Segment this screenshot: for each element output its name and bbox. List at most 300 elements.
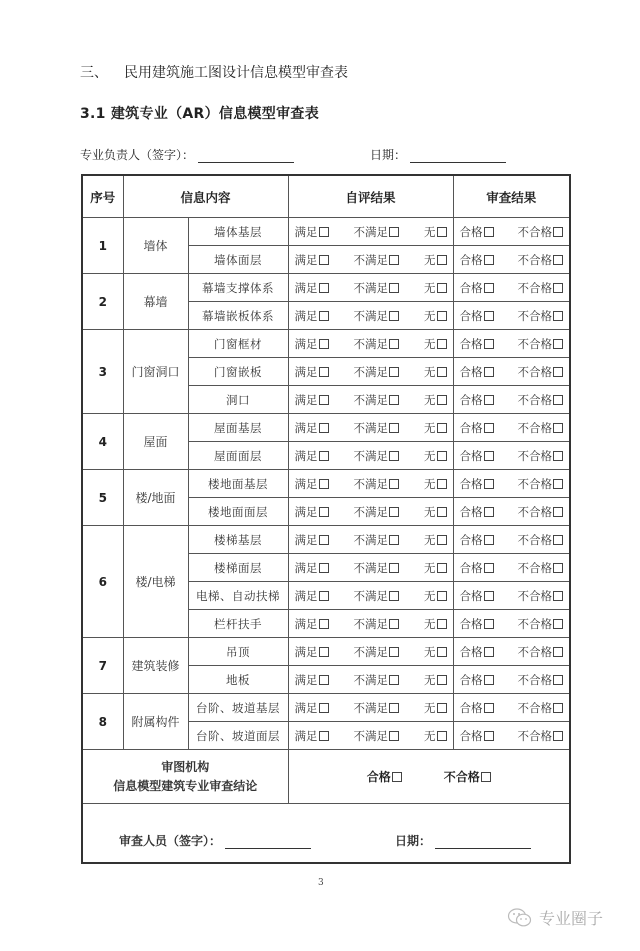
- top-date: [370, 146, 506, 163]
- review-option-checkbox[interactable]: 不合格: [518, 280, 564, 296]
- checkbox-icon: [553, 731, 563, 741]
- conclusion-fail-checkbox[interactable]: 不合格: [444, 768, 491, 785]
- checkbox-icon: [484, 591, 494, 601]
- self-eval-option-checkbox[interactable]: 满足: [295, 700, 329, 716]
- checkbox-icon: [437, 283, 447, 293]
- checkbox-icon: [484, 367, 494, 377]
- review-cell: [453, 666, 570, 694]
- review-cell: [453, 470, 570, 498]
- self-eval-option-checkbox[interactable]: 不满足: [354, 644, 400, 660]
- self-eval-option-checkbox[interactable]: 不满足: [354, 532, 400, 548]
- self-eval-option-checkbox[interactable]: 无: [424, 252, 447, 268]
- checkbox-icon: [553, 591, 563, 601]
- self-eval-option-checkbox[interactable]: 不满足: [354, 252, 400, 268]
- category-cell: 楼/电梯: [123, 526, 188, 638]
- self-eval-option-checkbox[interactable]: 无: [424, 476, 447, 492]
- review-option-checkbox[interactable]: 不合格: [518, 616, 564, 632]
- review-option-checkbox[interactable]: 合格: [460, 224, 494, 240]
- review-option-checkbox[interactable]: 不合格: [518, 448, 564, 464]
- checkbox-icon: [484, 283, 494, 293]
- self-eval-option-checkbox[interactable]: 不满足: [354, 364, 400, 380]
- self-eval-cell: [288, 722, 453, 750]
- review-cell: [453, 386, 570, 414]
- self-eval-option-checkbox[interactable]: 满足: [295, 364, 329, 380]
- bottom-date-field[interactable]: [435, 834, 531, 849]
- self-eval-option-checkbox[interactable]: 无: [424, 588, 447, 604]
- review-option-checkbox[interactable]: 不合格: [518, 700, 564, 716]
- conclusion-label-line2: 信息模型建筑专业审查结论: [113, 778, 258, 793]
- review-table: [81, 174, 571, 864]
- self-eval-option-checkbox[interactable]: 无: [424, 728, 447, 744]
- checkbox-icon: [319, 227, 329, 237]
- review-option-checkbox[interactable]: 合格: [460, 420, 494, 436]
- review-cell: [453, 554, 570, 582]
- review-cell: [453, 582, 570, 610]
- self-eval-option-checkbox[interactable]: 无: [424, 308, 447, 324]
- checkbox-icon: [437, 675, 447, 685]
- self-eval-option-checkbox[interactable]: 无: [424, 280, 447, 296]
- header-self-eval: 自评结果: [288, 175, 453, 218]
- self-eval-cell: [288, 526, 453, 554]
- seq-cell: 2: [82, 274, 123, 330]
- table-row: [82, 470, 570, 498]
- checkbox-icon: [553, 563, 563, 573]
- checkbox-icon: [553, 479, 563, 489]
- self-eval-option-checkbox[interactable]: 满足: [295, 616, 329, 632]
- review-option-checkbox[interactable]: 不合格: [518, 728, 564, 744]
- checkbox-icon: [553, 255, 563, 265]
- checkbox-icon: [553, 451, 563, 461]
- checkbox-icon: [389, 395, 399, 405]
- watermark-text: 专业圈子: [539, 909, 604, 928]
- checkbox-icon: [484, 339, 494, 349]
- review-cell: [453, 498, 570, 526]
- checkbox-icon: [319, 423, 329, 433]
- review-cell: [453, 442, 570, 470]
- self-eval-option-checkbox[interactable]: 满足: [295, 728, 329, 744]
- seq-cell: 7: [82, 638, 123, 694]
- table-row: [82, 526, 570, 554]
- checkbox-icon: [389, 451, 399, 461]
- review-option-checkbox[interactable]: 合格: [460, 728, 494, 744]
- category-cell: 楼/地面: [123, 470, 188, 526]
- checkbox-icon: [319, 479, 329, 489]
- seq-cell: 4: [82, 414, 123, 470]
- item-cell: 栏杆扶手: [188, 610, 288, 638]
- self-eval-cell: [288, 582, 453, 610]
- category-cell: 建筑装修: [123, 638, 188, 694]
- checkbox-icon: [389, 591, 399, 601]
- checkbox-icon: [484, 507, 494, 517]
- self-eval-option-checkbox[interactable]: 不满足: [354, 616, 400, 632]
- review-cell: [453, 302, 570, 330]
- checkbox-icon: [389, 479, 399, 489]
- self-eval-option-checkbox[interactable]: 不满足: [354, 420, 400, 436]
- review-option-checkbox[interactable]: 合格: [460, 616, 494, 632]
- self-eval-option-checkbox[interactable]: 满足: [295, 644, 329, 660]
- checkbox-icon: [484, 703, 494, 713]
- item-cell: 楼地面基层: [188, 470, 288, 498]
- review-option-checkbox[interactable]: 不合格: [518, 588, 564, 604]
- self-eval-option-checkbox[interactable]: 不满足: [354, 392, 400, 408]
- self-eval-option-checkbox[interactable]: 无: [424, 392, 447, 408]
- self-eval-option-checkbox[interactable]: 无: [424, 224, 447, 240]
- table-header-row: [82, 175, 570, 218]
- checkbox-icon: [484, 255, 494, 265]
- section-heading: [80, 62, 348, 82]
- item-cell: 楼梯面层: [188, 554, 288, 582]
- checkbox-icon: [437, 703, 447, 713]
- header-content: 信息内容: [123, 175, 288, 218]
- self-eval-cell: [288, 554, 453, 582]
- item-cell: 洞口: [188, 386, 288, 414]
- item-cell: 屋面基层: [188, 414, 288, 442]
- self-eval-option-checkbox[interactable]: 不满足: [354, 700, 400, 716]
- responsible-label: 专业负责人（签字）：: [80, 148, 195, 162]
- checkbox-icon: [484, 675, 494, 685]
- section-title: 民用建筑施工图设计信息模型审查表: [124, 65, 348, 81]
- checkbox-icon: [437, 507, 447, 517]
- top-date-label: 日期：: [370, 148, 407, 162]
- self-eval-cell: [288, 302, 453, 330]
- review-cell: [453, 694, 570, 722]
- checkbox-icon: [553, 647, 563, 657]
- self-eval-option-checkbox[interactable]: 不满足: [354, 280, 400, 296]
- conclusion-options: [288, 750, 570, 804]
- self-eval-option-checkbox[interactable]: 无: [424, 644, 447, 660]
- self-eval-option-checkbox[interactable]: 无: [424, 616, 447, 632]
- checkbox-icon: [389, 535, 399, 545]
- subsection-heading: 3.1 建筑专业（AR）信息模型审查表: [80, 106, 319, 122]
- header-review: 审查结果: [453, 175, 570, 218]
- checkbox-icon: [437, 479, 447, 489]
- table-row: [82, 414, 570, 442]
- category-cell: 墙体: [123, 218, 188, 274]
- table-row: [82, 274, 570, 302]
- self-eval-option-checkbox[interactable]: 不满足: [354, 476, 400, 492]
- review-option-checkbox[interactable]: 不合格: [518, 392, 564, 408]
- seq-cell: 1: [82, 218, 123, 274]
- self-eval-option-checkbox[interactable]: 不满足: [354, 504, 400, 520]
- item-cell: 幕墙支撑体系: [188, 274, 288, 302]
- checkbox-icon: [319, 619, 329, 629]
- review-cell: [453, 358, 570, 386]
- self-eval-cell: [288, 414, 453, 442]
- item-cell: 墙体面层: [188, 246, 288, 274]
- self-eval-option-checkbox[interactable]: 不满足: [354, 672, 400, 688]
- checkbox-icon: [389, 703, 399, 713]
- checkbox-icon: [484, 731, 494, 741]
- conclusion-label-line1: 审图机构: [161, 759, 210, 774]
- checkbox-icon: [484, 423, 494, 433]
- checkbox-icon: [553, 703, 563, 713]
- self-eval-cell: [288, 498, 453, 526]
- checkbox-icon: [389, 283, 399, 293]
- item-cell: 幕墙嵌板体系: [188, 302, 288, 330]
- self-eval-option-checkbox[interactable]: 满足: [295, 336, 329, 352]
- category-cell: 幕墙: [123, 274, 188, 330]
- self-eval-option-checkbox[interactable]: 不满足: [354, 560, 400, 576]
- self-eval-option-checkbox[interactable]: 满足: [295, 252, 329, 268]
- review-option-checkbox[interactable]: 合格: [460, 448, 494, 464]
- checkbox-icon: [553, 423, 563, 433]
- checkbox-icon: [437, 255, 447, 265]
- checkbox-icon: [389, 367, 399, 377]
- checkbox-icon: [484, 311, 494, 321]
- self-eval-option-checkbox[interactable]: 满足: [295, 588, 329, 604]
- checkbox-icon: [392, 772, 402, 782]
- conclusion-pass-checkbox[interactable]: 合格: [367, 768, 402, 785]
- checkbox-icon: [319, 675, 329, 685]
- checkbox-icon: [319, 535, 329, 545]
- self-eval-option-checkbox[interactable]: 满足: [295, 392, 329, 408]
- checkbox-icon: [389, 507, 399, 517]
- checkbox-icon: [553, 535, 563, 545]
- checkbox-icon: [319, 283, 329, 293]
- self-eval-option-checkbox[interactable]: 不满足: [354, 448, 400, 464]
- item-cell: 门窗框材: [188, 330, 288, 358]
- self-eval-cell: [288, 638, 453, 666]
- checkbox-icon: [319, 647, 329, 657]
- checkbox-icon: [319, 255, 329, 265]
- table-row: [82, 694, 570, 722]
- item-cell: 地板: [188, 666, 288, 694]
- item-cell: 楼地面面层: [188, 498, 288, 526]
- self-eval-option-checkbox[interactable]: 满足: [295, 280, 329, 296]
- checkbox-icon: [484, 395, 494, 405]
- self-eval-option-checkbox[interactable]: 满足: [295, 224, 329, 240]
- review-option-checkbox[interactable]: 不合格: [518, 504, 564, 520]
- seq-cell: 6: [82, 526, 123, 638]
- checkbox-icon: [389, 563, 399, 573]
- self-eval-option-checkbox[interactable]: 无: [424, 336, 447, 352]
- review-option-checkbox[interactable]: 合格: [460, 252, 494, 268]
- item-cell: 台阶、坡道面层: [188, 722, 288, 750]
- checkbox-icon: [319, 311, 329, 321]
- checkbox-icon: [389, 339, 399, 349]
- review-option-checkbox[interactable]: 不合格: [518, 308, 564, 324]
- self-eval-cell: [288, 358, 453, 386]
- review-option-checkbox[interactable]: 合格: [460, 588, 494, 604]
- self-eval-option-checkbox[interactable]: 满足: [295, 532, 329, 548]
- checkbox-icon: [389, 255, 399, 265]
- checkbox-icon: [437, 395, 447, 405]
- self-eval-option-checkbox[interactable]: 无: [424, 504, 447, 520]
- self-eval-option-checkbox[interactable]: 满足: [295, 420, 329, 436]
- checkbox-icon: [484, 227, 494, 237]
- checkbox-icon: [484, 451, 494, 461]
- self-eval-cell: [288, 218, 453, 246]
- category-cell: 屋面: [123, 414, 188, 470]
- checkbox-icon: [481, 772, 491, 782]
- checkbox-icon: [484, 647, 494, 657]
- checkbox-icon: [484, 619, 494, 629]
- review-cell: [453, 274, 570, 302]
- checkbox-icon: [437, 339, 447, 349]
- review-option-checkbox[interactable]: 不合格: [518, 672, 564, 688]
- checkbox-icon: [389, 619, 399, 629]
- checkbox-icon: [389, 227, 399, 237]
- self-eval-option-checkbox[interactable]: 无: [424, 364, 447, 380]
- seq-cell: 8: [82, 694, 123, 750]
- conclusion-row: [82, 750, 570, 804]
- review-option-checkbox[interactable]: 合格: [460, 560, 494, 576]
- checkbox-icon: [553, 619, 563, 629]
- checkbox-icon: [553, 227, 563, 237]
- review-cell: [453, 414, 570, 442]
- self-eval-cell: [288, 386, 453, 414]
- self-eval-cell: [288, 610, 453, 638]
- category-cell: 门窗洞口: [123, 330, 188, 414]
- checkbox-icon: [319, 395, 329, 405]
- review-cell: [453, 246, 570, 274]
- checkbox-icon: [437, 227, 447, 237]
- self-eval-option-checkbox[interactable]: 无: [424, 420, 447, 436]
- responsible-signature: [80, 146, 294, 163]
- responsible-signature-field[interactable]: [198, 148, 294, 163]
- checkbox-icon: [437, 619, 447, 629]
- checkbox-icon: [437, 451, 447, 461]
- self-eval-option-checkbox[interactable]: 满足: [295, 504, 329, 520]
- table-row: [82, 218, 570, 246]
- checkbox-icon: [319, 507, 329, 517]
- review-option-checkbox[interactable]: 不合格: [518, 532, 564, 548]
- checkbox-icon: [389, 675, 399, 685]
- checkbox-icon: [437, 535, 447, 545]
- self-eval-option-checkbox[interactable]: 不满足: [354, 588, 400, 604]
- review-cell: [453, 610, 570, 638]
- bottom-date-label: 日期：: [395, 833, 432, 848]
- self-eval-cell: [288, 246, 453, 274]
- self-eval-option-checkbox[interactable]: 无: [424, 560, 447, 576]
- checkbox-icon: [319, 703, 329, 713]
- reviewer-signature-field[interactable]: [225, 834, 311, 849]
- review-option-checkbox[interactable]: 不合格: [518, 420, 564, 436]
- item-cell: 电梯、自动扶梯: [188, 582, 288, 610]
- checkbox-icon: [484, 563, 494, 573]
- self-eval-option-checkbox[interactable]: 满足: [295, 448, 329, 464]
- checkbox-icon: [553, 395, 563, 405]
- item-cell: 台阶、坡道基层: [188, 694, 288, 722]
- review-option-checkbox[interactable]: 不合格: [518, 252, 564, 268]
- self-eval-option-checkbox[interactable]: 无: [424, 532, 447, 548]
- checkbox-icon: [553, 367, 563, 377]
- self-eval-cell: [288, 330, 453, 358]
- self-eval-option-checkbox[interactable]: 不满足: [354, 308, 400, 324]
- category-cell: 附属构件: [123, 694, 188, 750]
- seq-cell: 5: [82, 470, 123, 526]
- seq-cell: 3: [82, 330, 123, 414]
- self-eval-cell: [288, 274, 453, 302]
- self-eval-option-checkbox[interactable]: 满足: [295, 560, 329, 576]
- review-option-checkbox[interactable]: 合格: [460, 336, 494, 352]
- checkbox-icon: [437, 367, 447, 377]
- checkbox-icon: [553, 283, 563, 293]
- checkbox-icon: [389, 731, 399, 741]
- checkbox-icon: [484, 535, 494, 545]
- checkbox-icon: [389, 423, 399, 433]
- checkbox-icon: [437, 563, 447, 573]
- table-row: [82, 638, 570, 666]
- self-eval-option-checkbox[interactable]: 满足: [295, 672, 329, 688]
- item-cell: 吊顶: [188, 638, 288, 666]
- checkbox-icon: [553, 507, 563, 517]
- self-eval-option-checkbox[interactable]: 无: [424, 700, 447, 716]
- self-eval-cell: [288, 442, 453, 470]
- checkbox-icon: [553, 339, 563, 349]
- reviewer-label: 审查人员（签字）：: [119, 833, 222, 848]
- section-number: 三、: [80, 65, 108, 81]
- checkbox-icon: [319, 563, 329, 573]
- review-option-checkbox[interactable]: 合格: [460, 280, 494, 296]
- self-eval-option-checkbox[interactable]: 不满足: [354, 224, 400, 240]
- review-option-checkbox[interactable]: 合格: [460, 392, 494, 408]
- review-option-checkbox[interactable]: 合格: [460, 700, 494, 716]
- table-row: [82, 330, 570, 358]
- review-cell: [453, 722, 570, 750]
- checkbox-icon: [437, 423, 447, 433]
- checkbox-icon: [319, 591, 329, 601]
- self-eval-option-checkbox[interactable]: 满足: [295, 308, 329, 324]
- top-date-field[interactable]: [410, 148, 506, 163]
- checkbox-icon: [437, 731, 447, 741]
- watermark: [507, 906, 603, 929]
- checkbox-icon: [319, 367, 329, 377]
- checkbox-icon: [553, 311, 563, 321]
- self-eval-option-checkbox[interactable]: 不满足: [354, 336, 400, 352]
- review-option-checkbox[interactable]: 合格: [460, 532, 494, 548]
- review-option-checkbox[interactable]: 不合格: [518, 476, 564, 492]
- item-cell: 屋面面层: [188, 442, 288, 470]
- signature-cell: [82, 804, 570, 864]
- item-cell: 墙体基层: [188, 218, 288, 246]
- review-option-checkbox[interactable]: 合格: [460, 504, 494, 520]
- review-option-checkbox[interactable]: 合格: [460, 364, 494, 380]
- review-cell: [453, 330, 570, 358]
- item-cell: 门窗嵌板: [188, 358, 288, 386]
- review-option-checkbox[interactable]: 不合格: [518, 336, 564, 352]
- page-number: 3: [318, 878, 324, 888]
- checkbox-icon: [319, 339, 329, 349]
- self-eval-option-checkbox[interactable]: 不满足: [354, 728, 400, 744]
- self-eval-option-checkbox[interactable]: 满足: [295, 476, 329, 492]
- review-option-checkbox[interactable]: 合格: [460, 672, 494, 688]
- review-option-checkbox[interactable]: 合格: [460, 644, 494, 660]
- review-cell: [453, 638, 570, 666]
- review-option-checkbox[interactable]: 合格: [460, 476, 494, 492]
- review-option-checkbox[interactable]: 不合格: [518, 364, 564, 380]
- checkbox-icon: [319, 451, 329, 461]
- review-option-checkbox[interactable]: 不合格: [518, 560, 564, 576]
- conclusion-label: [82, 750, 288, 804]
- review-cell: [453, 218, 570, 246]
- checkbox-icon: [437, 591, 447, 601]
- item-cell: 楼梯基层: [188, 526, 288, 554]
- review-option-checkbox[interactable]: 合格: [460, 308, 494, 324]
- wechat-icon: [507, 907, 533, 929]
- checkbox-icon: [389, 647, 399, 657]
- self-eval-cell: [288, 666, 453, 694]
- header-seq: 序号: [82, 175, 123, 218]
- review-option-checkbox[interactable]: 不合格: [518, 224, 564, 240]
- self-eval-option-checkbox[interactable]: 无: [424, 672, 447, 688]
- review-option-checkbox[interactable]: 不合格: [518, 644, 564, 660]
- checkbox-icon: [437, 647, 447, 657]
- checkbox-icon: [319, 731, 329, 741]
- self-eval-cell: [288, 694, 453, 722]
- self-eval-option-checkbox[interactable]: 无: [424, 448, 447, 464]
- self-eval-cell: [288, 470, 453, 498]
